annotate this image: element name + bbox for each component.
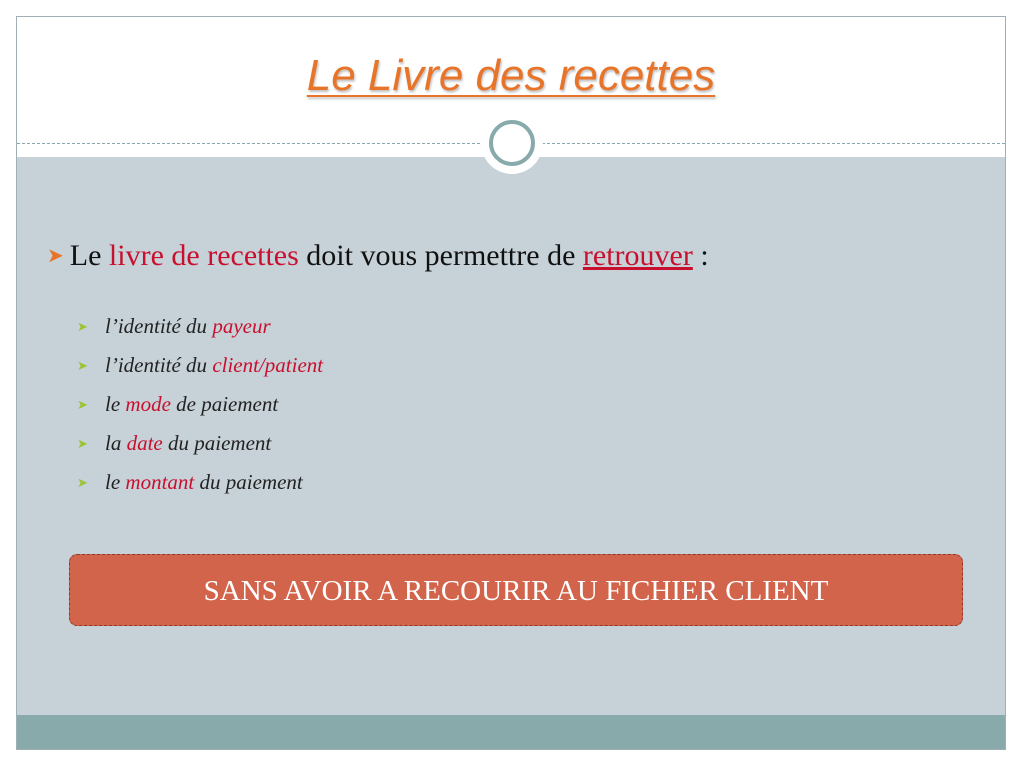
sub-item-text: le [105, 470, 121, 494]
main-point-highlight: livre de recettes [108, 239, 299, 272]
sub-item-highlight: client/patient [212, 353, 324, 377]
sub-item-text-after: de paiement [176, 392, 279, 416]
arrowhead-bullet-icon: ➤ [47, 245, 64, 267]
sub-item-text: l’identité du [105, 314, 208, 338]
list-item [77, 424, 323, 463]
list-item [77, 463, 323, 502]
sub-bullet-list [77, 307, 323, 502]
ornament-circle [481, 112, 543, 174]
main-point-underlined-highlight: retrouver [582, 239, 693, 272]
callout-box: SANS AVOIR A RECOURIR AU FICHIER CLIENT [69, 554, 963, 626]
sub-item-text-after: du paiement [168, 431, 272, 455]
sub-item-text: le [105, 392, 121, 416]
arrowhead-bullet-icon: ➤ [77, 319, 88, 334]
arrowhead-bullet-icon: ➤ [77, 436, 88, 451]
main-point-middle: doit vous permettre de [306, 239, 576, 272]
slide [16, 16, 1006, 750]
arrowhead-bullet-icon: ➤ [77, 475, 88, 490]
main-point-suffix: : [700, 239, 709, 272]
list-item [77, 346, 323, 385]
main-point-prefix: Le [69, 239, 102, 272]
list-item [77, 307, 323, 346]
slide-title: Le Livre des recettes [306, 51, 716, 100]
list-item [77, 385, 323, 424]
sub-item-highlight: date [126, 431, 163, 455]
sub-item-text: l’identité du [105, 353, 208, 377]
arrowhead-bullet-icon: ➤ [77, 397, 88, 412]
sub-item-text: la [105, 431, 122, 455]
sub-item-highlight: payeur [212, 314, 271, 338]
circle-ring-icon [489, 120, 535, 166]
sub-item-highlight: montant [125, 470, 195, 494]
sub-item-text-after: du paiement [199, 470, 303, 494]
main-bullet-point [47, 239, 709, 273]
sub-item-highlight: mode [125, 392, 171, 416]
footer-band [17, 715, 1005, 749]
arrowhead-bullet-icon: ➤ [77, 358, 88, 373]
